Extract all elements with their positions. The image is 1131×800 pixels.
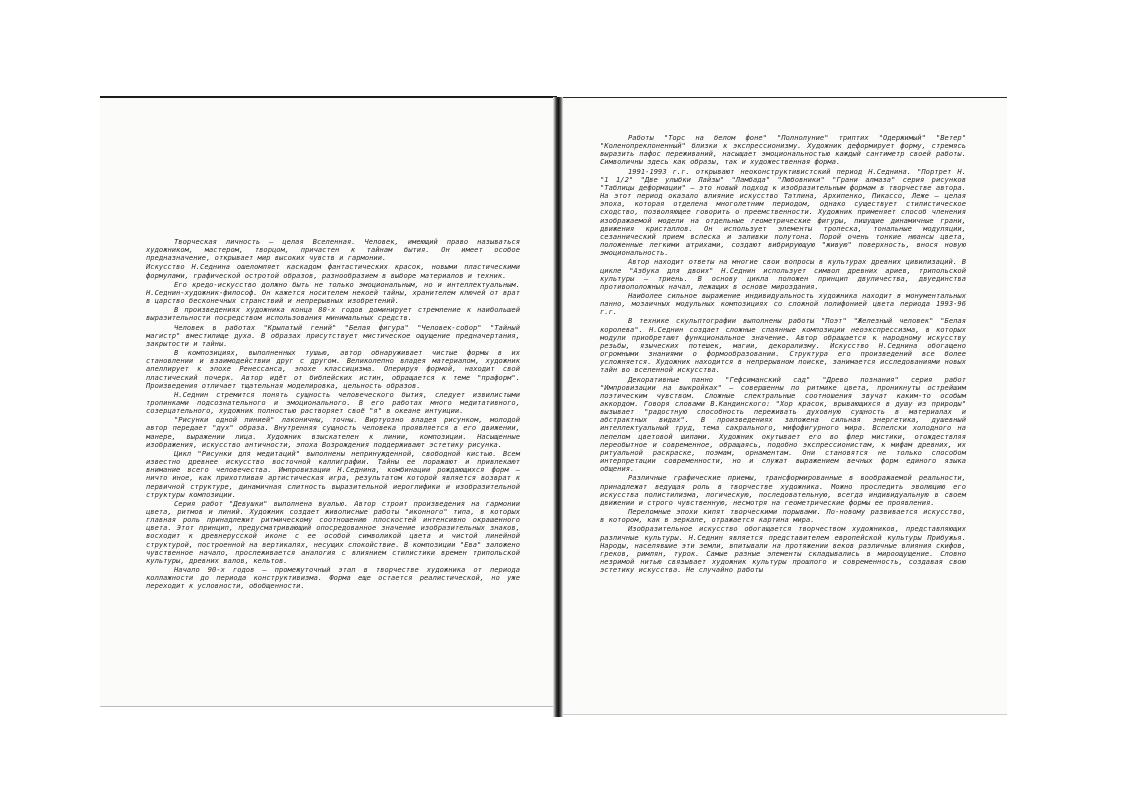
left-paragraph: Искусство Н.Седнина ошеломляет каскадом фантастических красок, новыми пластическими формулами, графической остротой образов, разнообразием в выборе материалов и техник. [146,262,520,280]
right-paragraph: В технике скульптографии выполнены работы "Поэт" "Железный человек" "Белая королева". Н.Седнин создает сложные спаянные композиции неоэкспрессизма, в которых модули приобретают функциональное значение. Автор обращается к народному искусству резьбы, языческих потешек, магии, декорализму. Искусство Н.Седнина обогащено огромными знаниями о формообразовании. Структура его произведений все более усложняется. Художник находится в непрерывном поиске, занимается исследованиями новых тайн во вселенной искусства. [600,316,966,375]
left-paragraph: Начало 90-х годов — промежуточный этап в творчестве художника от периода коллажности до периода конструктивизма. Форма еще остается реалистической, но уже переходит к условности, обобщенности. [146,565,520,591]
right-paragraph: Наиболее сильное выражение индивидуальность художника находит в монументальных панно, мозаичных модульных композициях со сложной полифонией цвета периода 1993-96 г.г. [600,290,966,317]
left-paragraph: Серия работ "Девушки" выполнена вуалью. Автор строит произведения на гармонии цвета, ритмов и линий. Художник создает живописные работы "иконного" типа, в которых главная роль принадлежит ритмическому соотношению плоскостей интенсивно окрашенного цвета. Этот принцип, предусматривающий опосредованное значение изобразительных знаков, восходит к древнерусской иконе с ее особой символикой цвета и чистой линейной структурой, построенной на вертикалях, несущих спокойствие. В композиции "Ева" заложено чувственное начало, прослеживается аналогия с влиянием стилистики времен трипольской культуры, древних валов, кельтов. [146,498,520,565]
left-paragraph: Н.Седнин стремится понять сущность человеческого бытия, следует извилистыми тропинками подсознательного и эмоционального. В его работах много медитативного, созерцательного, художник полностью растворяет своё "я" в океане интуиции. [146,389,520,416]
right-paragraph: Различные графические приемы, трансформированные в воображаемой реальности, принадлежат ведущая роль в творчестве художника. Можно проследить эволюцию его искусства полистилизма, логическую, последовательную, всегда индивидуальную в своем движении и строго чувственную, несмотря на геометрические формы ее проявления. [600,473,966,507]
left-paragraph: Его кредо-искусство должно быть не только эмоциональным, но и интеллектуальным. Н.Седнин-художник-философ. Он кажется носителем некоей тайны, хранителем ключей от врат в царство бесконечных странствий и непрерывных изобретений. [146,279,520,306]
left-page-text [146,238,520,592]
left-page-top-edge [100,96,557,98]
left-paragraph: Человек в работах "Крылатый гений" "Белая фигура" "Человек-собор" "Тайный магистр" вместилище духа. В образах присутствует мистическое ощущение предначертания, закрытости и тайны. [146,322,520,348]
right-paragraph: Работы "Торс на белом фоне" "Полнолуние" триптих "Одержимый" "Ветер" "Коленопреклоненный" близки к экспрессионизму. Художник деформирует форму, стремясь выразить пафос переживаний, насыщает эмоциональностью каждый сантиметр своей работы. Символичны здесь как образы, так и художественная форма. [600,133,966,167]
right-page-bottom-edge [561,714,1007,715]
right-paragraph: Изобразительное искусство обогащается творчеством художников, представляющих различные культуры. Н.Седнин является представителем европейской культуры Прибужья. Народы, населявшие эти земли, впитывали на протяжении веков различные влияния скифов, греков, римлян, турок. Самые разные элементы складывались в мироощущение. Словно незримой нитью связывает художник культуры прошлого и современность, создавая свою эстетику искусства. Не случайно работы [600,524,966,575]
right-page-top-edge [561,97,1007,98]
right-paragraph: 1991-1993 г.г. открывают неоконструктивистский период Н.Седнина. "Портрет Н. "1 1/2" "Две улыбки Лайзы" "Ламбада" "Любовники" "Грани алмаза" серия рисунков "Таблицы деформации" — это новый подход к изобразительным формам в творчестве автора. На этот период оказало влияние искусство Татлина, Архипенко, Пикассо, Леже — целая эпоха, которая отделена многолетним периодом, однако существует стилистическое сходство, позволяющее говорить о преемственности. Художник применяет способ членения изображаемой модели на отдельные геометрические фигуры, пишущие динамичные грани, движения кристаллов. Он использует элементы тропеска, тональные модуляции, сезаннический прием вспеска и заливки полутона. Порой очень тонкие нюансы цвета, положенные легкими штрихами, создают вибрирующую "живую" поверхность, внося новую эмоциональность. [600,166,966,258]
book-spine [553,97,563,717]
left-paragraph: В композициях, выполненных тушью, автор обнаруживает чистые формы в их становлении и взаимодействии друг с другом. Великолепно владея материалом, художник апеллирует к эпохе Ренессанса, эпохе классицизма. Оперируя формой, находит свой пластический почерк. Автор идёт от библейских истин, обращается к теме "праформ". Произведения отличает тщательная моделировка, цельность образов. [146,348,520,390]
left-paragraph: В произведениях художника конца 80-х годов доминирует стремление к наибольшей выразительности посредством использования минимальных средств. [146,305,520,323]
right-paragraph: Автор находит ответы на многие свои вопросы в культурах древних цивилизаций. В цикле "Азбука для двоих" Н.Седнин использует символ древних ариев, трипольской культуры — триень. В основу цикла положен принцип двуличества, двуединства противоположных начал, лежащих в основе мироздания. [600,257,966,291]
left-paragraph: "Рисунки одной линией" лаконичны, точны. Виртуозно владея рисунком, молодой автор передает "дух" образа. Внутренняя сущность человека проявляется в его движении, манере, выражении лица. Художник взыскателен к линии, композиции. Насыщенные изображения, искусство античности, эпоха Возрождения поддерживают эстетику рисунка. [146,415,520,449]
left-page-bottom-edge [100,706,557,707]
right-paragraph: Переломные эпохи кипят творческими порывами. По-новому развивается искусство, в котором, как в зеркале, отражается картина мира. [600,507,966,525]
right-paragraph: Декоративные панно "Гефсиманский сад" "Древо познания" серия работ "Импровизации на выкройках" — совершенны по ритмике цвета, проникнуты острейшим поэтическим чувством. Сложные спектральные соотношения звучат каким-то особым аккордом. Говоря словами В.Кандинского: "Хор красок, врывающихся в душу из природы" вызывает "радостную способность переживать духовную сущность в материалах и абстрактных видах". В произведениях заложена сильная энергетика, душевный интеллектуальный труд, тема сакрального, мифофигурного мира. Вспелски холодного на пепелом цветовой шипами. Художник окутывает его во флер мистики, отождествляя переобытное и современное, обращаясь, подобно экспрессионистам, к мифам древних, их ритуальной раскраске, поэмам, орнаментам. Они становятся не только способом интерпретации современности, но и служат выражением вечных форм единого языка общения. [600,374,966,474]
left-paragraph: Цикл "Рисунки для медитаций" выполнены непринужденной, свободной кистью. Всем известно древнее искусство восточной каллиграфии. Тайны ее поражают и привлекают внимание всего человечества. Импровизации Н.Седнина, комбинации рождающихся форм — ничто иное, как прихотливая артистическая игра, результатом которой является возврат к первичной структуре, динамичная слитность выразительной иероглифики и изобразительной структуры композиции. [146,448,520,499]
right-page-text [600,134,966,575]
left-paragraph: Творческая личность — целая Вселенная. Человек, имеющий право называться художником, мастером, творцом, причастен к тайнам бытия. Он имеет особое предназначение, открывает мир высоких чувств и гармонии. [146,237,520,263]
